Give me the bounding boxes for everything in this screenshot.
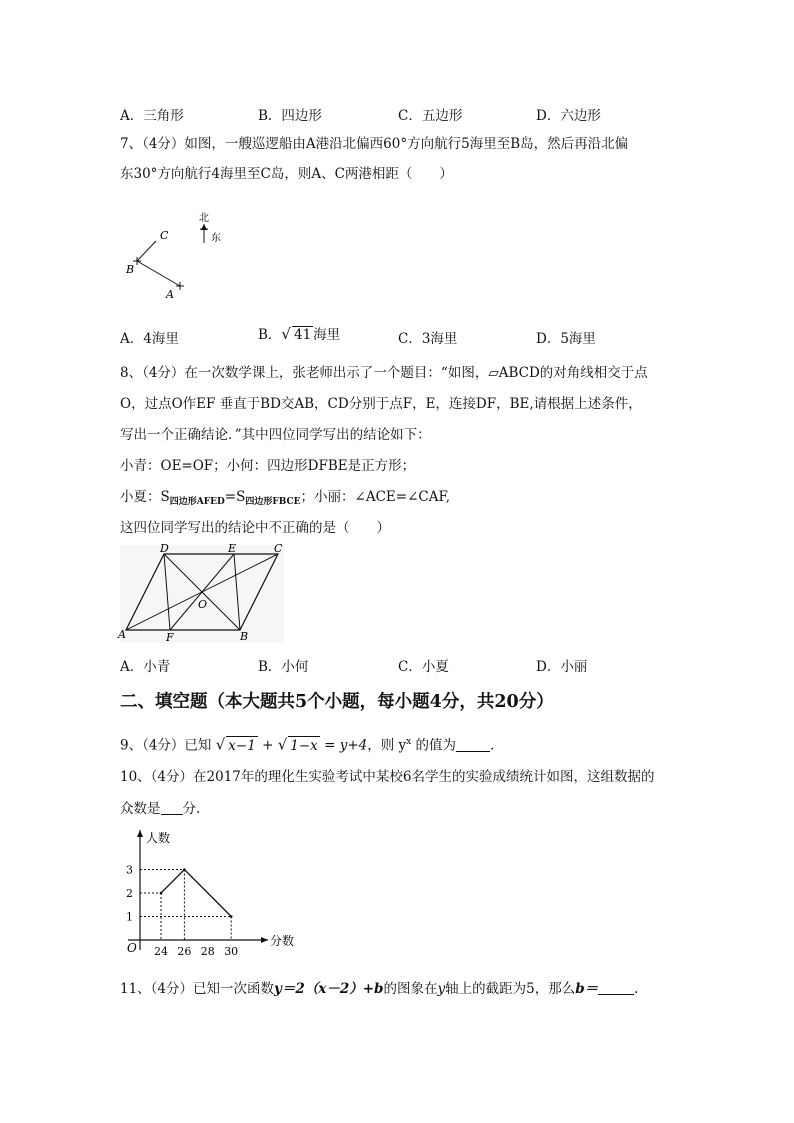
q8-point-c: C: [274, 542, 283, 555]
q7-option-d: D．5海里: [536, 331, 596, 347]
x-tick-label-26: 26: [177, 945, 192, 958]
q10-line-2: 众数是 分.: [120, 801, 201, 817]
q8-point-b: B: [240, 630, 249, 643]
y-axis-label: 人数: [146, 831, 171, 845]
q9-radicand-2: 1−x: [290, 737, 318, 754]
q8-line-3: 写出一个正确结论．”其中四位同学写出的结论如下：: [120, 427, 431, 443]
q7-option-b-radicand: 41: [293, 327, 312, 343]
q8-line-5: 小夏：$S_{四边形AFED}=S_{四边形FBCE}$；小丽：∠ACE=∠CAF,: [120, 489, 451, 507]
q8-option-d: D．小丽: [536, 659, 588, 675]
q8-point-o: O: [198, 598, 208, 611]
q7-line-2: 东30°方向航行4海里至C岛，则A、C两港相距（ ）: [120, 166, 453, 182]
x-axis-arrow: [261, 937, 268, 943]
series-line: [161, 870, 231, 917]
y-tick-label-3: 3: [126, 863, 133, 877]
x-axis-label: 分数: [270, 934, 295, 948]
section-2-heading: 二、填空题（本大题共5个小题，每小题4分，共20分）: [120, 692, 554, 712]
x-tick-label-30: 30: [224, 945, 239, 958]
data-point-1: [183, 868, 186, 871]
origin-label: O: [127, 941, 137, 955]
q10-chart: [118, 826, 298, 962]
q7-point-a: A: [166, 288, 174, 301]
q7-option-c: C．3海里: [398, 331, 458, 347]
q10-line-1: 10、（4分）在2017年的理化生实验考试中某校6名学生的实验成绩统计如图，这组数据的: [120, 769, 655, 785]
q8-point-f: F: [166, 631, 174, 644]
q7-option-b: B．√ 41 海里: [258, 325, 341, 343]
y-tick-label-1: 1: [126, 910, 133, 924]
q8-figure: [116, 542, 288, 646]
q7-point-b: B: [126, 263, 135, 276]
q8-line-6: 这四位同学写出的结论中不正确的是（ ）: [120, 520, 390, 536]
q9-answer-blank[interactable]: [456, 737, 490, 752]
q8-option-c: C．小夏: [398, 659, 449, 675]
q7-point-c: C: [160, 229, 169, 242]
q6-option-d: D．六边形: [536, 108, 601, 124]
q8-point-a: A: [118, 628, 126, 641]
q8-line-1: 8、（4分）在一次数学课上，张老师出示了一个题目：“如图，▱ABCD的对角线相交于点: [120, 365, 648, 381]
q8-line-2: O，过点O作EF 垂直于BD交AB，CD分别于点F，E，连接DF，BE,请根据上述条件，: [120, 396, 642, 412]
q8-option-b: B．小何: [258, 659, 309, 675]
q6-option-c: C．五边形: [398, 108, 463, 124]
q7-north-label: 北: [199, 213, 209, 224]
q7-line-1: 7、（4分）如图，一艘巡逻船由A港沿北偏西60°方向航行5海里至B岛，然后再沿北偏: [120, 136, 629, 152]
q10-answer-blank[interactable]: [161, 800, 183, 815]
x-tick-label-28: 28: [200, 945, 215, 958]
y-axis-arrow: [137, 830, 143, 837]
q8-point-d: D: [160, 542, 169, 555]
q11-answer-blank[interactable]: [598, 980, 634, 995]
q8-option-a: A．小青: [120, 659, 171, 675]
q7-figure: [120, 205, 240, 305]
q7-option-a: A．4海里: [120, 331, 179, 347]
x-tick-label-24: 24: [154, 945, 168, 958]
q8-line-4: 小青：OE=OF；小何：四边形DFBE是正方形；: [120, 458, 416, 474]
q9-line: 9、（4分）已知 √ x−1 + √ 1−x = y+4，则 $y^x$ 的值为 .: [120, 735, 495, 754]
q6-option-b: B．四边形: [258, 108, 322, 124]
q11-line: 11、（4分）已知一次函数y＝2（x－2）+b的图象在y轴上的截距为5，那么b＝ .: [120, 981, 639, 997]
q8-point-e: E: [228, 542, 237, 555]
q7-east-label: 东: [211, 233, 221, 244]
q9-radicand-1: x−1: [228, 737, 256, 754]
data-point-2: [230, 915, 233, 918]
data-point-0: [160, 892, 163, 895]
q6-option-a: A．三角形: [120, 108, 184, 124]
y-tick-label-2: 2: [126, 887, 133, 900]
